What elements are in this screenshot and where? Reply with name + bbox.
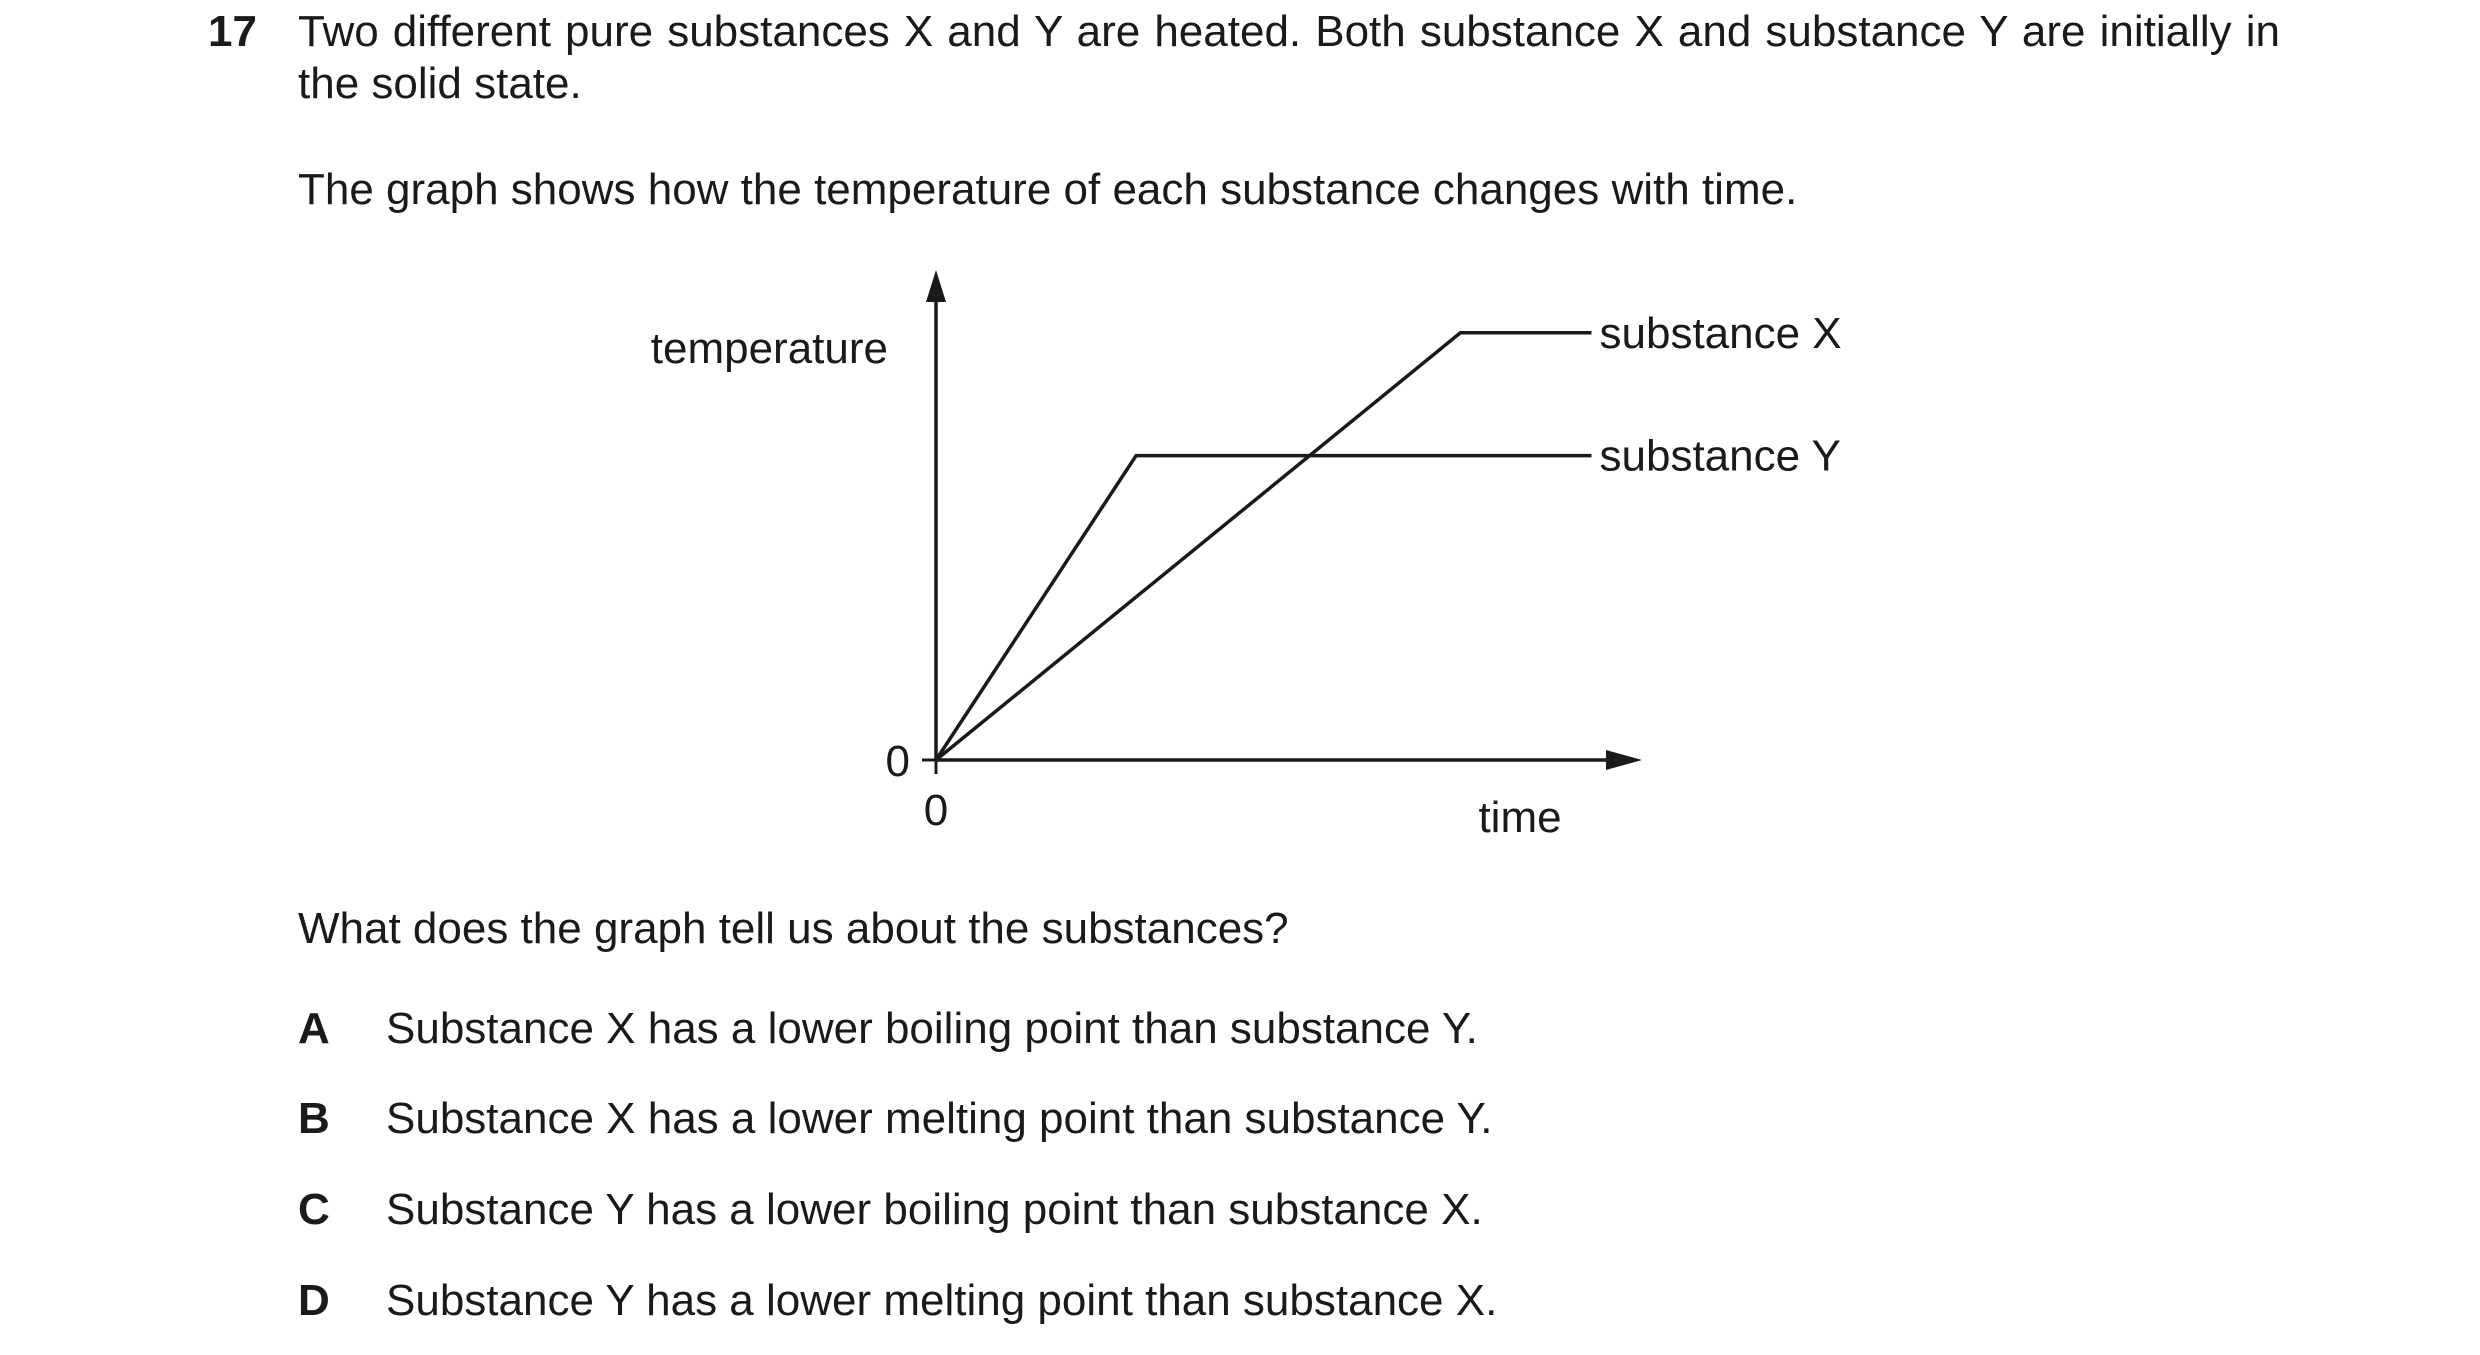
option-letter: B [298, 1094, 330, 1143]
option-text: Substance X has a lower boiling point than substance Y. [386, 1004, 1478, 1053]
option-text: Substance Y has a lower boiling point than substance X. [386, 1185, 1483, 1234]
x-origin-label: 0 [923, 786, 949, 835]
option-text: Substance X has a lower melting point than substance Y. [386, 1094, 1493, 1143]
option-letter: C [298, 1185, 330, 1234]
x-axis-arrow [1606, 750, 1642, 770]
option-letter: A [298, 1004, 330, 1053]
series-line-substance-y [936, 456, 1592, 760]
series-label-substance-y: substance Y [1599, 431, 1841, 481]
y-origin-label: 0 [885, 737, 910, 786]
temperature-time-graph [600, 250, 1900, 870]
series-line-substance-x [936, 333, 1592, 760]
series-label-substance-x: substance X [1599, 308, 1842, 358]
option-letter: D [298, 1276, 330, 1325]
option-text: Substance Y has a lower melting point than substance X. [386, 1276, 1498, 1325]
question-prompt: What does the graph tell us about the substances? [298, 904, 1289, 953]
question-stem: Two different pure substances X and Y are heated. Both substance X and substance Y are initially in the solid state. [298, 7, 2280, 108]
question-number: 17 [208, 7, 257, 56]
graph-intro: The graph shows how the temperature of each substance changes with time. [298, 165, 1798, 214]
y-axis-arrow [926, 270, 946, 302]
y-axis-label: temperature [650, 324, 888, 373]
x-axis-label: time [1478, 793, 1562, 842]
